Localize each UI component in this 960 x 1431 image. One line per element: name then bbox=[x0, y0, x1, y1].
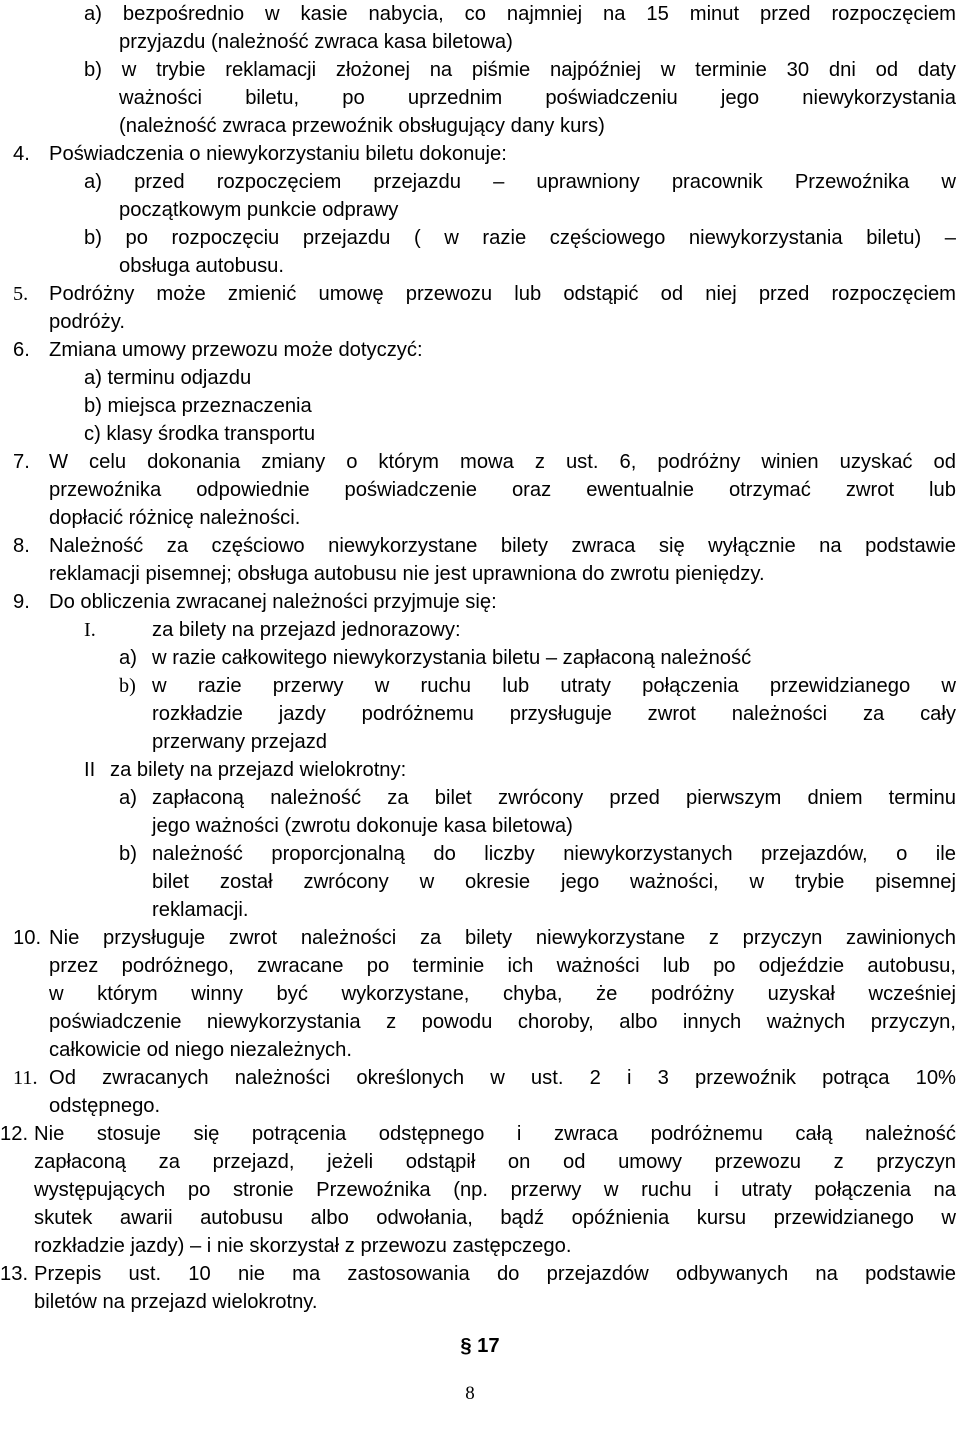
text-line: zapłaconą należność za bilet zwrócony przed pierwszym dniem terminu bbox=[152, 787, 956, 809]
text-line: Przepis ust. 10 nie ma zastosowania do przejazdów odbywanych na podstawie bbox=[34, 1263, 956, 1285]
text-line: Zmiana umowy przewozu może dotyczyć: bbox=[49, 339, 423, 361]
text-line: rozkładzie jazdy) – i nie skorzystał z przewozu zastępczego. bbox=[34, 1235, 572, 1257]
text-line: Podróżny może zmienić umowę przewozu lub odstąpić od niej przed rozpoczęciem bbox=[49, 283, 956, 305]
text-line: biletów na przejazd wielokrotny. bbox=[34, 1291, 318, 1313]
list-number: 8. bbox=[13, 535, 30, 557]
list-number: 11. bbox=[13, 1067, 38, 1089]
text-line: W celu dokonania zmiany o którym mowa z ust. 6, podróżny winien uzyskać od bbox=[49, 451, 956, 473]
text-line: przez podróżnego, zwracane po terminie ich ważności lub po odjeździe autobusu, bbox=[49, 955, 956, 977]
sub-letter: b) bbox=[119, 675, 136, 697]
list-number: 7. bbox=[13, 451, 30, 473]
text-line: a) terminu odjazdu bbox=[84, 367, 252, 389]
text-line: zapłaconą za przejazd, jeżeli odstąpił on od umowy przewozu z przyczyn bbox=[34, 1151, 956, 1173]
text-line: za bilety na przejazd jednorazowy: bbox=[152, 619, 461, 641]
list-number: 9. bbox=[13, 591, 30, 613]
text-line: występujących po stronie Przewoźnika (np. przerwy w ruchu i utraty połączenia na bbox=[34, 1179, 956, 1201]
page-number: 8 bbox=[465, 1383, 475, 1404]
text-line: b) miejsca przeznaczenia bbox=[84, 395, 312, 417]
list-number: 10. bbox=[13, 927, 42, 949]
roman-number: I. bbox=[84, 619, 96, 641]
text-line: reklamacji. bbox=[152, 899, 249, 921]
list-number: 13. bbox=[0, 1263, 29, 1285]
text-line: rozkładzie jazdy podróżnemu przysługuje zwrot należności za cały bbox=[152, 703, 956, 725]
text-line: w którym winny być wykorzystane, chyba, że podróżny uzyskał wcześniej bbox=[49, 983, 956, 1005]
text-line: Do obliczenia zwracanej należności przyjmuje się: bbox=[49, 591, 497, 613]
text-line: c) klasy środka transportu bbox=[84, 423, 316, 445]
text-line: podróży. bbox=[49, 311, 125, 333]
text-line: początkowym punkcie odprawy bbox=[119, 199, 399, 221]
text-line: Nie stosuje się potrącenia odstępnego i zwraca podróżnemu całą należność bbox=[34, 1123, 956, 1145]
text-line: ważności biletu, po uprzednim poświadczeniu jego niewykorzystania bbox=[119, 87, 956, 109]
text-line: należność proporcjonalną do liczby niewykorzystanych przejazdów, o ile bbox=[152, 843, 956, 865]
text-line: w razie całkowitego niewykorzystania biletu – zapłaconą należność bbox=[152, 647, 752, 669]
section-heading: § 17 bbox=[460, 1335, 500, 1357]
text-line: obsługa autobusu. bbox=[119, 255, 284, 277]
text-line: w razie przerwy w ruchu lub utraty połączenia przewidzianego w bbox=[152, 675, 956, 697]
text-line: odstępnego. bbox=[49, 1095, 161, 1117]
list-number: 6. bbox=[13, 339, 30, 361]
text-line: Nie przysługuje zwrot należności za bilety niewykorzystane z przyczyn zawinionych bbox=[49, 927, 956, 949]
text-line: Należność za częściowo niewykorzystane bilety zwraca się wyłącznie na podstawie bbox=[49, 535, 956, 557]
text-line: Poświadczenia o niewykorzystaniu biletu dokonuje: bbox=[49, 143, 507, 165]
text-line: przyjazdu (należność zwraca kasa biletowa) bbox=[119, 31, 513, 53]
list-number: 4. bbox=[13, 143, 30, 165]
text-line: reklamacji pisemnej; obsługa autobusu nie jest uprawniona do zwrotu pieniędzy. bbox=[49, 563, 765, 585]
roman-number: II bbox=[84, 759, 96, 781]
sub-letter: b) bbox=[119, 843, 137, 865]
text-line: jego ważności (zwrotu dokonuje kasa biletowa) bbox=[152, 815, 573, 837]
text-line: (należność zwraca przewoźnik obsługujący dany kurs) bbox=[119, 115, 605, 137]
text-line: przewoźnika odpowiednie poświadczenie oraz ewentualnie otrzymać zwrot lub bbox=[49, 479, 956, 501]
list-number: 12. bbox=[0, 1123, 29, 1145]
text-line: a) bezpośrednio w kasie nabycia, co najmniej na 15 minut przed rozpoczęciem bbox=[84, 3, 956, 25]
text-line: b) w trybie reklamacji złożonej na piśmie najpóźniej w terminie 30 dni od daty bbox=[84, 59, 956, 81]
text-line: skutek awarii autobusu albo odwołania, bądź opóźnienia kursu przewidzianego w bbox=[34, 1207, 956, 1229]
text-line: dopłacić różnicę należności. bbox=[49, 507, 301, 529]
text-line: całkowicie od niego niezależnych. bbox=[49, 1039, 352, 1061]
text-line: poświadczenie niewykorzystania z powodu choroby, albo innych ważnych przyczyn, bbox=[49, 1011, 956, 1033]
text-line: za bilety na przejazd wielokrotny: bbox=[110, 759, 407, 781]
list-number: 5. bbox=[13, 283, 29, 305]
sub-letter: a) bbox=[119, 787, 137, 809]
text-line: Od zwracanych należności określonych w ust. 2 i 3 przewoźnik potrąca 10% bbox=[49, 1067, 956, 1089]
sub-letter: a) bbox=[119, 647, 137, 669]
text-line: b) po rozpoczęciu przejazdu ( w razie częściowego niewykorzystania biletu) – bbox=[84, 227, 956, 249]
text-line: a) przed rozpoczęciem przejazdu – uprawniony pracownik Przewoźnika w bbox=[84, 171, 956, 193]
text-line: przerwany przejazd bbox=[152, 731, 328, 753]
text-line: bilet został zwrócony w okresie jego ważności, w trybie pisemnej bbox=[152, 871, 956, 893]
